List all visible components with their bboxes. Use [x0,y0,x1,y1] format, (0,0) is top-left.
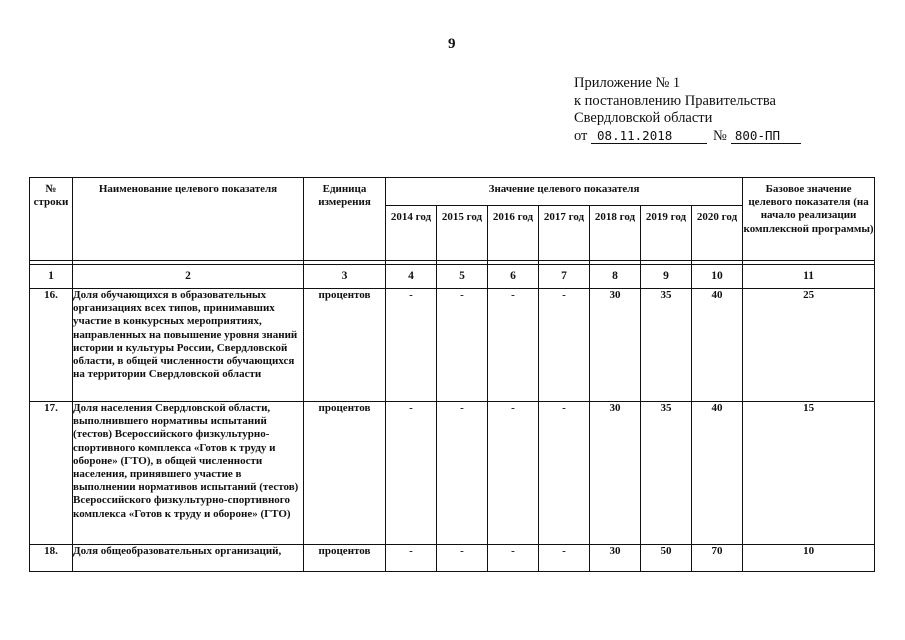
value-cell: 35 [641,402,692,545]
value-cell: - [386,289,437,402]
column-index: 3 [304,265,386,289]
value-cell: 40 [692,289,743,402]
header-row-number: № строки [30,178,73,261]
appendix-line-2: к постановлению Правительства [574,92,776,109]
table-row [30,402,875,545]
value-cell: 30 [590,545,641,572]
column-index: 10 [692,265,743,289]
header-year: 2016 год [488,206,539,261]
header-year: 2020 год [692,206,743,261]
indicator-name: Доля населения Свердловской области, выполнившего нормативы испытаний (тестов) Всероссийского физкультурно-спортивного комплекса «Готов к труду и обороне» (ГТО), в общей численности населения, принявшего участие в выполнении нормативов испытаний (тестов) Всероссийского физкультурно-спортивного комплекса «Готов к труду и обороне» (ГТО) [73,402,304,545]
column-index: 7 [539,265,590,289]
value-cell: - [539,289,590,402]
value-cell: 50 [641,545,692,572]
unit-cell: процентов [304,545,386,572]
date-prefix: от [574,127,588,144]
indicator-name: Доля общеобразовательных организаций, [73,545,304,572]
header-year: 2019 год [641,206,692,261]
row-number: 18. [30,545,73,572]
unit-cell: процентов [304,289,386,402]
base-value-cell: 25 [743,289,875,402]
appendix-date-line [574,128,801,144]
header-year: 2018 год [590,206,641,261]
column-index-row [30,265,875,289]
table-row [30,545,875,572]
indicator-name: Доля обучающихся в образовательных организациях всех типов, принимавших участие в конкурсных мероприятиях, направленных на повышение уровня знаний истории и культуры России, Свердловской области, в общей численности обучающихся на территории Свердловской области [73,289,304,402]
value-cell: - [539,402,590,545]
decree-number: 800-ПП [731,129,801,144]
value-cell: 40 [692,402,743,545]
table-row [30,289,875,402]
value-cell: 70 [692,545,743,572]
value-cell: 35 [641,289,692,402]
value-cell: 30 [590,289,641,402]
column-index: 4 [386,265,437,289]
value-cell: - [539,545,590,572]
value-cell: - [488,545,539,572]
header-year: 2015 год [437,206,488,261]
page-number: 9 [448,36,456,52]
value-cell: 30 [590,402,641,545]
base-value-cell: 15 [743,402,875,545]
value-cell: - [386,402,437,545]
header-year: 2014 год [386,206,437,261]
column-index: 1 [30,265,73,289]
header-unit: Единица измерения [304,178,386,261]
column-index: 8 [590,265,641,289]
target-indicators-table [29,177,875,572]
base-value-cell: 10 [743,545,875,572]
decree-date: 08.11.2018 [591,129,707,144]
column-index: 9 [641,265,692,289]
value-cell: - [488,289,539,402]
value-cell: - [437,545,488,572]
header-base-value: Базовое значение целевого показателя (на начало реализации комплексной программы) [743,178,875,261]
row-number: 17. [30,402,73,545]
column-index: 11 [743,265,875,289]
appendix-title: Приложение № 1 [574,75,681,91]
appendix-header [574,75,801,145]
value-cell: - [437,402,488,545]
row-number: 16. [30,289,73,402]
header-indicator-name: Наименование целевого показателя [73,178,304,261]
column-index: 2 [73,265,304,289]
value-cell: - [386,545,437,572]
column-index: 5 [437,265,488,289]
appendix-line-3: Свердловской области [574,110,713,126]
unit-cell: процентов [304,402,386,545]
header-year: 2017 год [539,206,590,261]
number-sign: № [713,127,727,144]
column-index: 6 [488,265,539,289]
value-cell: - [437,289,488,402]
value-cell: - [488,402,539,545]
header-target-values: Значение целевого показателя [386,178,743,206]
